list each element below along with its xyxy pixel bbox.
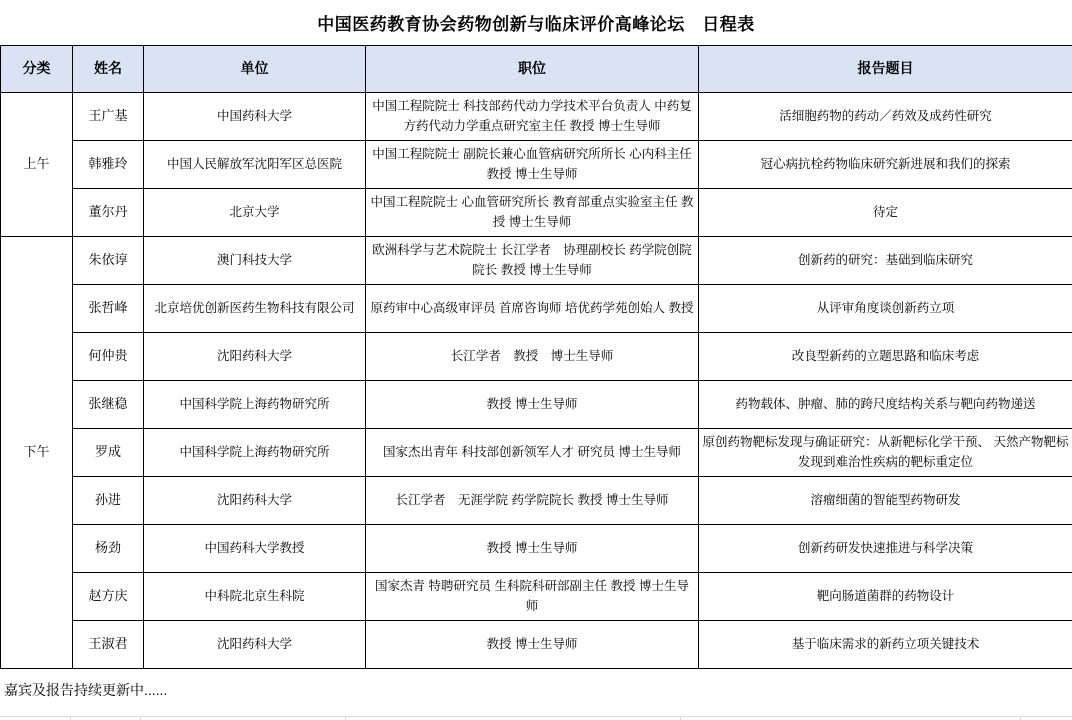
speaker-name: 王淑君 — [73, 621, 144, 669]
speaker-position: 国家杰出青年 科技部创新领军人才 研究员 博士生导师 — [366, 429, 699, 477]
schedule-table — [0, 45, 1072, 669]
report-topic: 靶向肠道菌群的药物设计 — [699, 573, 1072, 621]
speaker-name: 罗成 — [73, 429, 144, 477]
header-topic: 报告题目 — [699, 46, 1072, 93]
report-topic: 原创药物靶标发现与确证研究：从新靶标化学干预、 天然产物靶标发现到难治性疾病的靶标重定位 — [699, 429, 1072, 477]
header-row — [1, 46, 1072, 93]
speaker-position: 中国工程院院士 心血管研究所长 教育部重点实验室主任 教授 博士生导师 — [366, 189, 699, 237]
page-title: 中国医药教育协会药物创新与临床评价高峰论坛 日程表 — [317, 15, 755, 34]
speaker-name: 何仲贵 — [73, 333, 144, 381]
speaker-name: 朱依谆 — [73, 237, 144, 285]
table-row — [1, 525, 1072, 573]
update-note: 嘉宾及报告持续更新中...... — [4, 682, 168, 698]
report-topic: 改良型新药的立题思路和临床考虑 — [699, 333, 1072, 381]
speaker-name: 孙进 — [73, 477, 144, 525]
report-topic: 活细胞药物的药动／药效及成药性研究 — [699, 93, 1072, 141]
speaker-position: 国家杰青 特聘研究员 生科院科研部副主任 教授 博士生导师 — [366, 573, 699, 621]
header-position: 职位 — [366, 46, 699, 93]
table-row — [1, 381, 1072, 429]
speaker-organization: 沈阳药科大学 — [144, 621, 366, 669]
table-row — [1, 621, 1072, 669]
table-row — [1, 429, 1072, 477]
speaker-name: 董尔丹 — [73, 189, 144, 237]
speaker-position: 长江学者 无涯学院 药学院院长 教授 博士生导师 — [366, 477, 699, 525]
speaker-organization: 中国药科大学 — [144, 93, 366, 141]
speaker-organization: 北京培优创新医药生物科技有限公司 — [144, 285, 366, 333]
speaker-position: 长江学者 教授 博士生导师 — [366, 333, 699, 381]
table-row — [1, 285, 1072, 333]
session-cell-morning: 上午 — [1, 93, 73, 237]
speaker-name: 张哲峰 — [73, 285, 144, 333]
report-topic: 溶瘤细菌的智能型药物研发 — [699, 477, 1072, 525]
speaker-position: 中国工程院院士 科技部药代动力学技术平台负责人 中药复方药代动力学重点研究室主任 教授 博士生导师 — [366, 93, 699, 141]
speaker-organization: 北京大学 — [144, 189, 366, 237]
table-row — [1, 477, 1072, 525]
table-row — [1, 141, 1072, 189]
header-name: 姓名 — [73, 46, 144, 93]
speaker-organization: 中国科学院上海药物研究所 — [144, 381, 366, 429]
speaker-name: 赵方庆 — [73, 573, 144, 621]
speaker-position: 教授 博士生导师 — [366, 381, 699, 429]
spreadsheet-gridline — [0, 716, 1072, 720]
report-topic: 待定 — [699, 189, 1072, 237]
speaker-organization: 中国药科大学教授 — [144, 525, 366, 573]
speaker-organization: 澳门科技大学 — [144, 237, 366, 285]
speaker-name: 张继稳 — [73, 381, 144, 429]
header-organization: 单位 — [144, 46, 366, 93]
speaker-organization: 沈阳药科大学 — [144, 333, 366, 381]
table-row — [1, 237, 1072, 285]
speaker-position: 欧洲科学与艺术院院士 长江学者 协理副校长 药学院创院院长 教授 博士生导师 — [366, 237, 699, 285]
speaker-position: 教授 博士生导师 — [366, 621, 699, 669]
table-row — [1, 189, 1072, 237]
speaker-position: 原药审中心高级审评员 首席咨询师 培优药学苑创始人 教授 — [366, 285, 699, 333]
table-row — [1, 93, 1072, 141]
speaker-name: 王广基 — [73, 93, 144, 141]
speaker-position: 教授 博士生导师 — [366, 525, 699, 573]
speaker-organization: 中国人民解放军沈阳军区总医院 — [144, 141, 366, 189]
speaker-organization: 中国科学院上海药物研究所 — [144, 429, 366, 477]
speaker-position: 中国工程院院士 副院长兼心血管病研究所所长 心内科主任 教授 博士生导师 — [366, 141, 699, 189]
report-topic: 从评审角度谈创新药立项 — [699, 285, 1072, 333]
speaker-name: 杨劲 — [73, 525, 144, 573]
report-topic: 创新药研发快速推进与科学决策 — [699, 525, 1072, 573]
table-row — [1, 333, 1072, 381]
report-topic: 创新药的研究：基础到临床研究 — [699, 237, 1072, 285]
report-topic: 基于临床需求的新药立项关键技术 — [699, 621, 1072, 669]
speaker-organization: 中科院北京生科院 — [144, 573, 366, 621]
header-category: 分类 — [1, 46, 73, 93]
session-cell-afternoon: 下午 — [1, 237, 73, 669]
report-topic: 冠心病抗栓药物临床研究新进展和我们的探索 — [699, 141, 1072, 189]
speaker-name: 韩雅玲 — [73, 141, 144, 189]
table-row — [1, 573, 1072, 621]
report-topic: 药物载体、肿瘤、肺的跨尺度结构关系与靶向药物递送 — [699, 381, 1072, 429]
speaker-organization: 沈阳药科大学 — [144, 477, 366, 525]
